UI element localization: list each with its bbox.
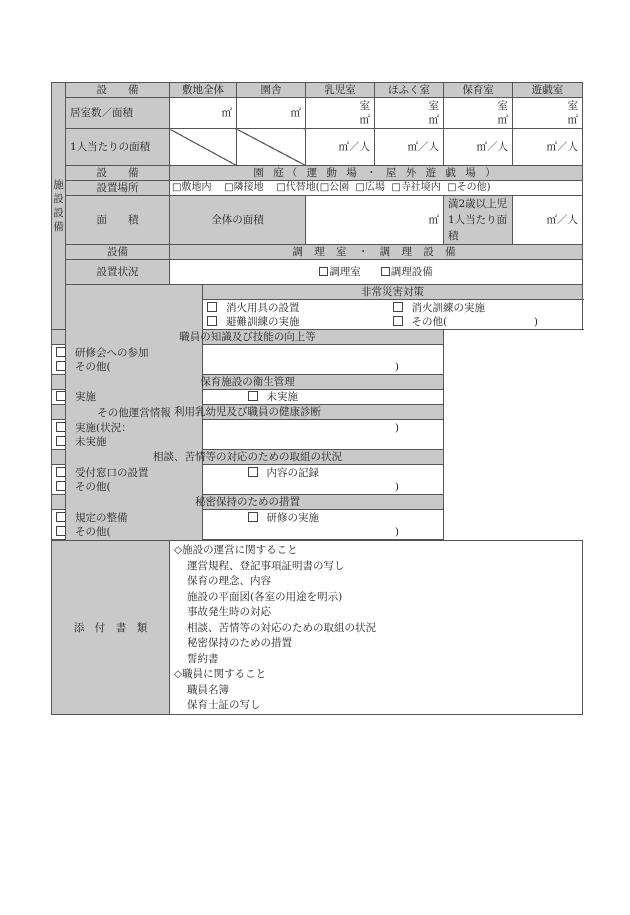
attachment-item: 相談、苦情等の対応のための取組の状況 — [187, 621, 376, 634]
crawling-room-field[interactable]: 室 ㎡ — [375, 98, 444, 129]
building-per-person-na — [237, 129, 306, 166]
room-area-label: 居室数／面積 — [66, 98, 170, 129]
garden-title: 園 庭（ 運 動 場 ・ 屋 外 遊 戯 場 ） — [170, 166, 583, 181]
area-label: 面 積 — [66, 196, 170, 245]
col-building: 園舎 — [237, 83, 306, 98]
attachment-item: 職員名簿 — [187, 683, 229, 696]
complaints-other-checkbox[interactable]: その他( ) — [56, 480, 439, 494]
attachment-item: 保育の理念、内容 — [187, 575, 271, 587]
attachments-label: 添 付 書 類 — [52, 541, 170, 715]
per-child-area-field[interactable]: ㎡／人 — [513, 196, 583, 245]
training-other-checkbox[interactable]: その他( ) — [56, 360, 439, 374]
hygiene-not-done-checkbox[interactable]: 未実施 — [248, 390, 440, 404]
health-check-done-checkbox[interactable]: 実施(状況： ) — [56, 421, 439, 435]
attachments-list — [170, 541, 583, 715]
option-on-site[interactable]: □敷地内 — [172, 182, 212, 193]
fire-equipment-checkbox[interactable]: 消火用具の設置 — [207, 301, 393, 315]
attachment-item: 誓約書 — [187, 652, 219, 665]
option-plaza[interactable]: □広場 — [355, 182, 385, 193]
disaster-title: 非常災害対策 — [203, 285, 583, 300]
confidentiality-other-checkbox[interactable]: その他( ) — [56, 525, 439, 539]
nursery-per-person-field[interactable]: ㎡／人 — [444, 129, 513, 166]
hygiene-done-checkbox[interactable]: 実施 — [56, 390, 248, 404]
attachment-item: 運営規程、登記事項証明書の写し — [187, 559, 345, 572]
location-label: 設置場所 — [66, 181, 170, 196]
col-crawling-room: ほふく室 — [375, 83, 444, 98]
col-nursery-room: 保育室 — [444, 83, 513, 98]
attachment-item: 施設の平面図(各室の用途を明示) — [187, 590, 343, 603]
attachment-item: 秘密保持のための措置 — [187, 637, 292, 649]
kitchen-equipment-checkbox[interactable]: 調理設備 — [381, 266, 433, 278]
reception-desk-checkbox[interactable]: 受付窓口の設置 — [56, 466, 248, 480]
hygiene-items — [52, 390, 444, 405]
site-area-field[interactable]: ㎡ — [170, 98, 237, 129]
seminar-checkbox[interactable]: 研修会への参加 — [56, 346, 439, 360]
per-child-area-label: 満2歳以上児1人当たり面積 — [444, 196, 513, 245]
playroom-per-person-field[interactable]: ㎡／人 — [513, 129, 583, 166]
training-items — [52, 345, 444, 375]
col-playroom: 遊戯室 — [513, 83, 583, 98]
option-adjacent[interactable]: □隣接地 — [224, 182, 264, 193]
record-content-checkbox[interactable]: 内容の記録 — [248, 466, 440, 480]
kitchen-room-checkbox[interactable]: 調理室 — [319, 266, 361, 278]
option-temple-shrine[interactable]: □寺社境内 — [391, 182, 441, 193]
garden-equipment-label: 設 備 — [66, 166, 170, 181]
kitchen-status-label: 設置状況 — [66, 260, 170, 285]
complaints-items — [52, 465, 444, 495]
complaints-title: 相談、苦情等の対応のための取組の状況 — [52, 450, 444, 465]
infant-per-person-field[interactable]: ㎡／人 — [306, 129, 375, 166]
hygiene-title: 保育施設の衛生管理 — [52, 375, 444, 390]
attachment-group-operations: ◇施設の運営に関すること — [174, 544, 298, 556]
kitchen-title: 調 理 室 ・ 調 理 設 備 — [170, 245, 583, 260]
option-other[interactable]: □その他) — [447, 182, 491, 193]
attachment-group-staff: ◇職員に関すること — [174, 668, 267, 680]
facility-header-label: 設 備 — [66, 83, 170, 98]
training-title: 職員の知識及び技能の向上等 — [52, 330, 444, 345]
health-check-not-done-checkbox[interactable]: 未実施 — [56, 435, 439, 449]
per-person-label: 1人当たりの面積 — [66, 129, 170, 166]
training-conducted-checkbox[interactable]: 研修の実施 — [248, 511, 440, 525]
confidentiality-title: 秘密保持のための措置 — [52, 495, 444, 510]
building-area-field[interactable]: ㎡ — [237, 98, 306, 129]
infant-room-field[interactable]: 室 ㎡ — [306, 98, 375, 129]
health-check-title: 利用乳幼児及び職員の健康診断 — [52, 405, 444, 420]
crawling-per-person-field[interactable]: ㎡／人 — [375, 129, 444, 166]
col-site: 敷地全体 — [170, 83, 237, 98]
fire-drill-checkbox[interactable]: 消火訓練の実施 — [393, 301, 579, 315]
disaster-other-checkbox[interactable]: その他( ) — [393, 315, 579, 329]
col-infant-room: 乳児室 — [306, 83, 375, 98]
total-area-field[interactable]: ㎡ — [306, 196, 444, 245]
facility-side-label: 施設設備 — [52, 83, 66, 330]
confidentiality-items — [52, 510, 444, 540]
disaster-items — [203, 300, 583, 330]
attachment-item: 保育士証の写し — [187, 699, 261, 711]
site-per-person-na — [170, 129, 237, 166]
option-alternative-park[interactable]: □代替地(□公園 — [276, 182, 350, 193]
attachment-item: 事故発生時の対応 — [187, 606, 271, 618]
total-area-label: 全体の面積 — [170, 196, 306, 245]
nursery-room-field[interactable]: 室 ㎡ — [444, 98, 513, 129]
health-check-items — [52, 420, 444, 450]
kitchen-equipment-label: 設備 — [66, 245, 170, 260]
location-options — [170, 181, 583, 196]
kitchen-status-options — [170, 260, 583, 285]
evacuation-drill-checkbox[interactable]: 避難訓練の実施 — [207, 315, 393, 329]
facility-form — [51, 82, 583, 715]
playroom-field[interactable]: 室 ㎡ — [513, 98, 583, 129]
operations-label: その他運営情報 — [66, 285, 203, 541]
regulations-checkbox[interactable]: 規定の整備 — [56, 511, 248, 525]
